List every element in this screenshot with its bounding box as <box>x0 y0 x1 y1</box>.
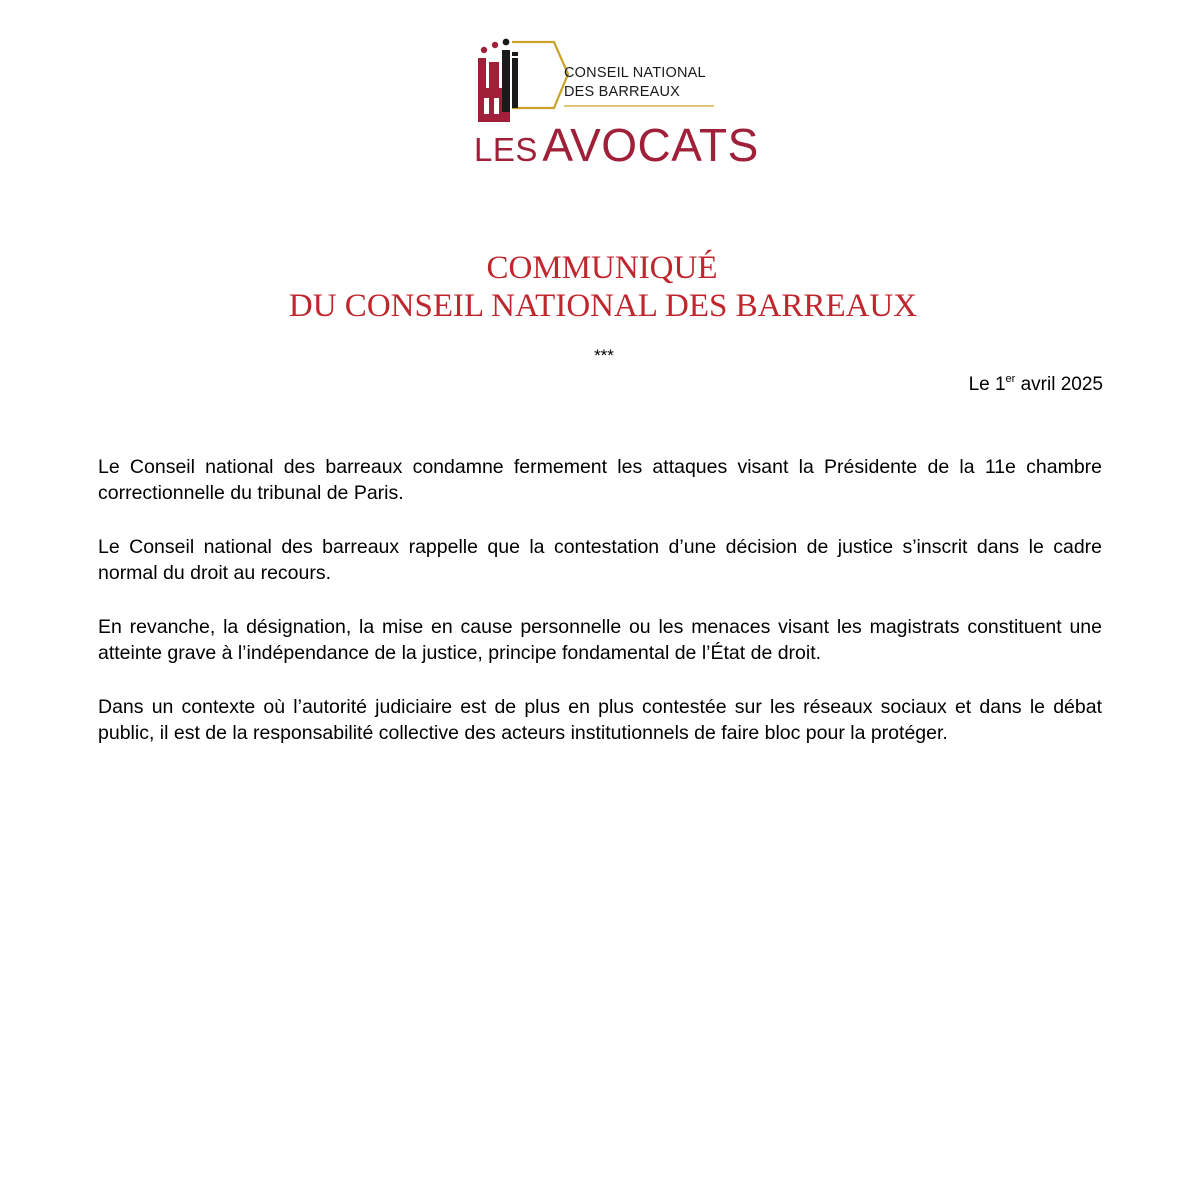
page-title-line1: COMMUNIQUÉ <box>486 250 718 286</box>
date-prefix: Le 1 <box>968 374 1006 395</box>
logo-line-des-barreaux: DES BARREAUX <box>564 84 681 100</box>
paragraph-2: Le Conseil national des barreaux rappelle que la contestation d’une décision de justice s’inscrit dans le cadre normal du droit au recours. <box>98 536 1102 584</box>
logo-les-avocats <box>474 118 759 172</box>
separator: *** <box>594 346 614 365</box>
communique-body <box>98 454 1102 774</box>
paragraph-4: Dans un contexte où l’autorité judiciaire est de plus en plus contestée sur les réseaux sociaux et dans le débat public, il est de la responsabilité collective des acteurs institutionnels de faire bloc pour la protéger. <box>98 696 1102 744</box>
date <box>969 374 1103 396</box>
paragraph-3: En revanche, la désignation, la mise en cause personnelle ou les menaces visant les magistrats constituent une atteinte grave à l’indépendance de la justice, principe fondamental de l’État de droit. <box>98 616 1102 664</box>
date-suffix: avril 2025 <box>1015 374 1103 395</box>
logo-word-avocats: AVOCATS <box>542 119 759 171</box>
logo-word-les: LES <box>474 131 538 168</box>
paragraph-1: Le Conseil national des barreaux condamne fermement les attaques visant la Présidente de la 11e chambre correctionnelle du tribunal de Paris. <box>98 456 1102 504</box>
page-title-line2: DU CONSEIL NATIONAL DES BARREAUX <box>288 288 918 324</box>
date-ordinal: er <box>1005 373 1016 385</box>
cnb-logo <box>472 36 759 171</box>
logo-line-conseil-national: CONSEIL NATIONAL <box>564 65 706 81</box>
